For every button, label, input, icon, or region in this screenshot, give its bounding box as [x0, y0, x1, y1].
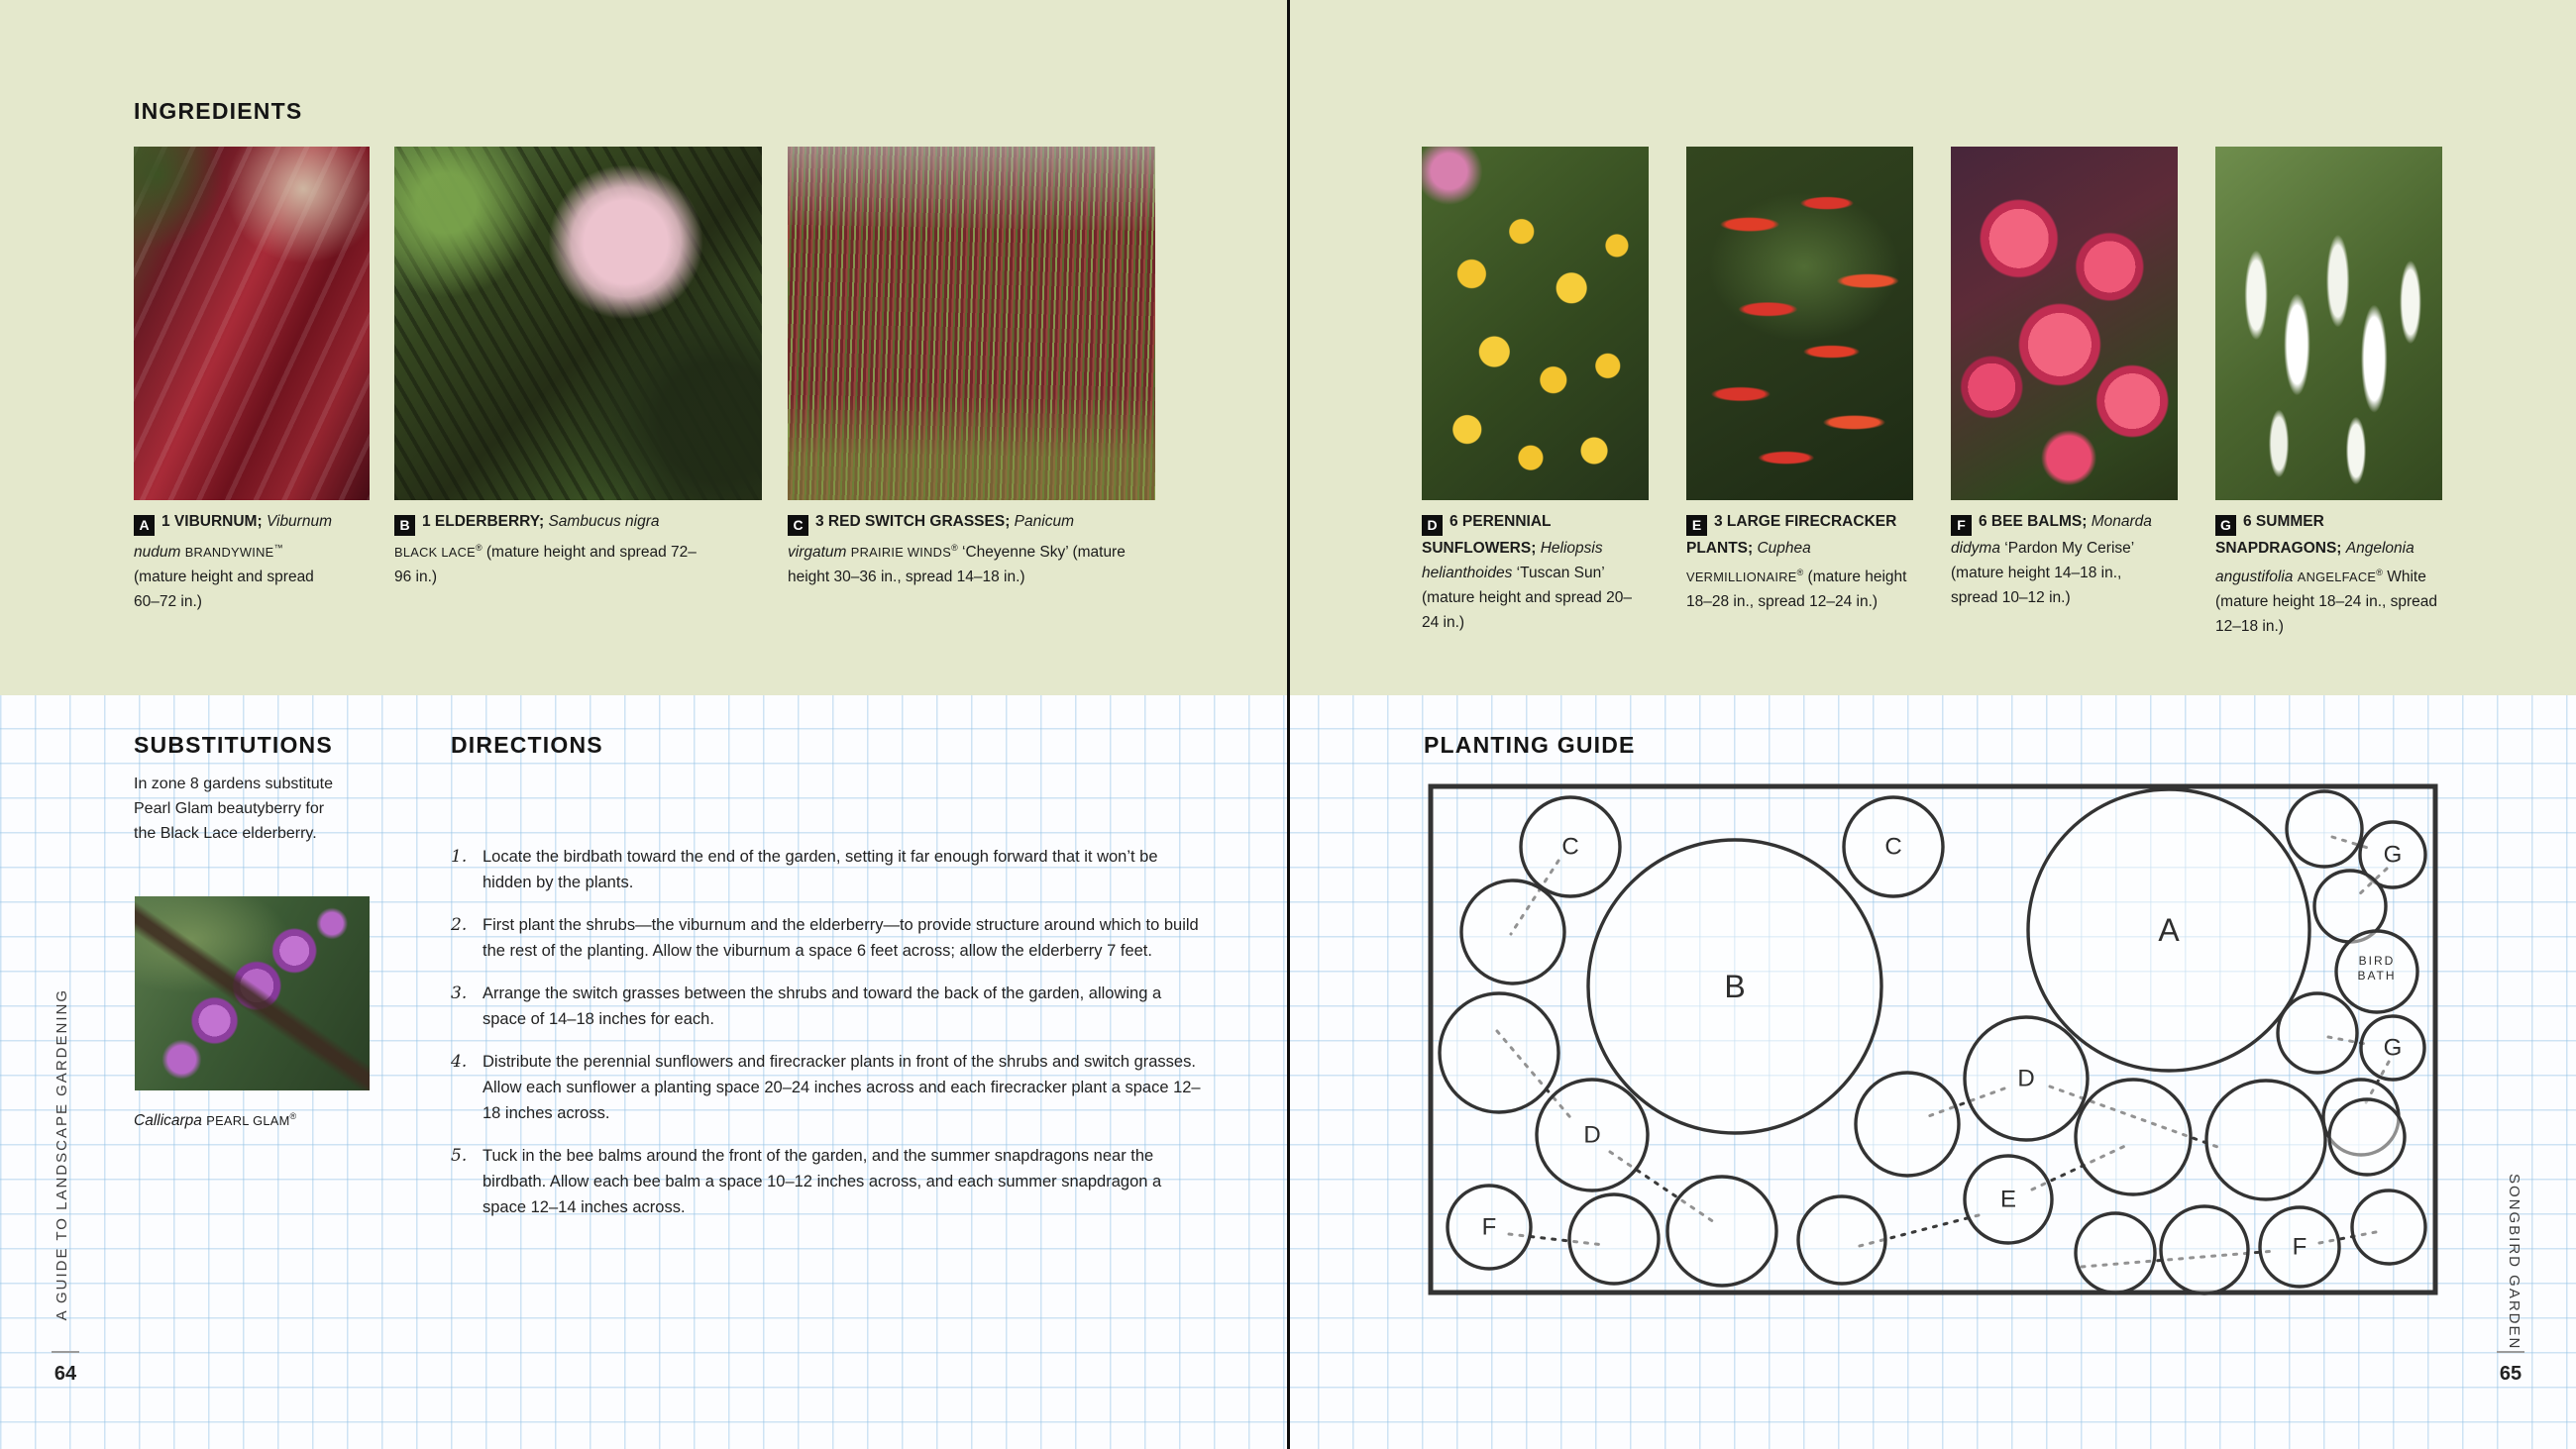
plant-circle-label: D	[2017, 1065, 2035, 1092]
plant-circle-label: A	[2158, 912, 2180, 948]
plant-circle	[2278, 993, 2357, 1073]
substitutions-caption: Callicarpa PEARL GLAM®	[134, 1111, 297, 1130]
plant-caption-text: 1 VIBURNUM; Viburnum nudum BRANDYWINE™ (mature height and spread 60–72 in.)	[134, 513, 332, 611]
plant-caption-text: 3 LARGE FIRECRACKER PLANTS; Cuphea VERMILLIONAIRE® (mature height 18–28 in., spread 12–24 in.)	[1686, 513, 1907, 611]
photo-perennial-sunflower	[1422, 147, 1649, 500]
plant-caption-c	[788, 509, 1134, 589]
directions-heading: DIRECTIONS	[451, 732, 603, 758]
step-number: 1.	[451, 847, 468, 867]
step-number: 3.	[451, 983, 468, 1003]
plant-circle-label: B	[1724, 969, 1746, 1004]
page-number-left: 64	[54, 1363, 77, 1385]
birdbath-label: BIRD BATH	[2357, 954, 2397, 983]
right-page-tick	[2497, 1351, 2524, 1353]
page-number-right: 65	[2499, 1363, 2522, 1385]
photo-elderberry	[394, 147, 762, 500]
plant-circle-label: E	[1999, 1186, 2017, 1213]
photo-bee-balm	[1951, 147, 2178, 500]
direction-step	[451, 844, 1202, 895]
plant-caption-text: 6 BEE BALMS; Monarda didyma ‘Pardon My Cerise’ (mature height 14–18 in., spread 10–12 in.)	[1951, 513, 2152, 606]
plant-letter-badge: D	[1422, 515, 1443, 536]
plant-caption-b	[394, 509, 701, 589]
plant-circle	[2206, 1081, 2325, 1199]
plant-circle-label: C	[1561, 833, 1579, 861]
photo-red-switch-grass	[788, 147, 1155, 500]
planting-guide-heading: PLANTING GUIDE	[1424, 732, 1636, 758]
plant-caption-text: 6 SUMMER SNAPDRAGONS; Angelonia angustifolia ANGELFACE® White (mature height 18–24 in., spread 12–18 in.)	[2215, 513, 2438, 636]
left-margin-title: A GUIDE TO LANDSCAPE GARDENING	[54, 987, 70, 1320]
plant-circle	[2161, 1206, 2248, 1294]
plant-caption-text: 6 PERENNIAL SUNFLOWERS; Heliopsis helianthoides ‘Tuscan Sun’ (mature height and spread 20–24 in.)	[1422, 513, 1632, 631]
plant-circle-label: F	[1481, 1213, 1497, 1241]
step-text: Arrange the switch grasses between the shrubs and toward the back of the garden, allowing a space of 14–18 inches for each.	[483, 984, 1162, 1028]
photo-firecracker-plant	[1686, 147, 1913, 500]
plant-circle-label: G	[2383, 1034, 2403, 1062]
page-divider-line	[1287, 0, 1290, 1449]
photo-summer-snapdragon	[2215, 147, 2442, 500]
plant-circle-label: D	[1583, 1121, 1601, 1149]
plant-caption-text: 1 ELDERBERRY; Sambucus nigra BLACK LACE® (mature height and spread 72–96 in.)	[394, 513, 697, 586]
plant-letter-badge: C	[788, 515, 808, 536]
plant-caption-d	[1422, 509, 1649, 635]
plant-letter-badge: E	[1686, 515, 1707, 536]
plant-circle	[1461, 880, 1564, 983]
plant-circle-label: C	[1884, 833, 1902, 861]
ingredients-heading: INGREDIENTS	[134, 98, 303, 124]
plant-circle	[2076, 1213, 2155, 1293]
direction-step	[451, 981, 1202, 1032]
plant-caption-text: 3 RED SWITCH GRASSES; Panicum virgatum PRAIRIE WINDS® ‘Cheyenne Sky’ (mature height 30–36 in., spread 14–18 in.)	[788, 513, 1126, 586]
step-number: 4.	[451, 1052, 468, 1072]
plant-letter-badge: B	[394, 515, 415, 536]
direction-step	[451, 1049, 1202, 1126]
plant-caption-f	[1951, 509, 2164, 610]
plant-circle	[2329, 1099, 2405, 1175]
plant-circle	[1798, 1196, 1885, 1284]
plant-circle	[1856, 1073, 1959, 1176]
step-text: Locate the birdbath toward the end of the garden, setting it far enough forward that it won’t be hidden by the plants.	[483, 848, 1158, 891]
step-text: Distribute the perennial sunflowers and firecracker plants in front of the shrubs and switch grasses. Allow each sunflower a planting space 20–24 inches across and each firecracker plant a space 12–18 inches across.	[483, 1053, 1201, 1122]
planting-guide-sketch	[1428, 783, 2438, 1295]
directions-steps	[451, 844, 1202, 1237]
plant-circle	[2287, 791, 2362, 867]
plant-circle	[1440, 993, 1558, 1112]
plant-circle	[1667, 1177, 1776, 1286]
step-number: 2.	[451, 915, 468, 935]
planting-sketch-svg	[1428, 783, 2438, 1295]
plant-letter-badge: G	[2215, 515, 2236, 536]
photo-viburnum	[134, 147, 370, 500]
plant-circle	[2076, 1080, 2191, 1194]
substitutions-body: In zone 8 gardens substitute Pearl Glam beautyberry for the Black Lace elderberry.	[134, 776, 334, 842]
plant-letter-badge: A	[134, 515, 155, 536]
plant-circle-label: G	[2383, 841, 2403, 869]
substitutions-heading: SUBSTITUTIONS	[134, 732, 333, 758]
step-number: 5.	[451, 1146, 468, 1166]
left-page-tick	[52, 1351, 79, 1353]
plant-circle	[1569, 1194, 1659, 1284]
direction-step	[451, 912, 1202, 964]
plant-caption-g	[2215, 509, 2442, 639]
photo-beautyberry	[135, 896, 370, 1090]
step-text: Tuck in the bee balms around the front of the garden, and the summer snapdragons near the birdbath. Allow each bee balm a space 10–12 inches across, and each summer snapdragon a space 12–14 inches across.	[483, 1147, 1162, 1216]
right-margin-title: SONGBIRD GARDEN	[2506, 1174, 2522, 1351]
plant-letter-badge: F	[1951, 515, 1972, 536]
direction-step	[451, 1143, 1202, 1220]
plant-circle	[2352, 1190, 2425, 1264]
plant-caption-e	[1686, 509, 1913, 614]
plant-circle-label: F	[2292, 1233, 2308, 1261]
step-text: First plant the shrubs—the viburnum and the elderberry—to provide structure around which to build the rest of the planting. Allow the viburnum a space 6 feet across; allow the elderberry 7 feet.	[483, 916, 1199, 960]
plant-caption-a	[134, 509, 332, 614]
